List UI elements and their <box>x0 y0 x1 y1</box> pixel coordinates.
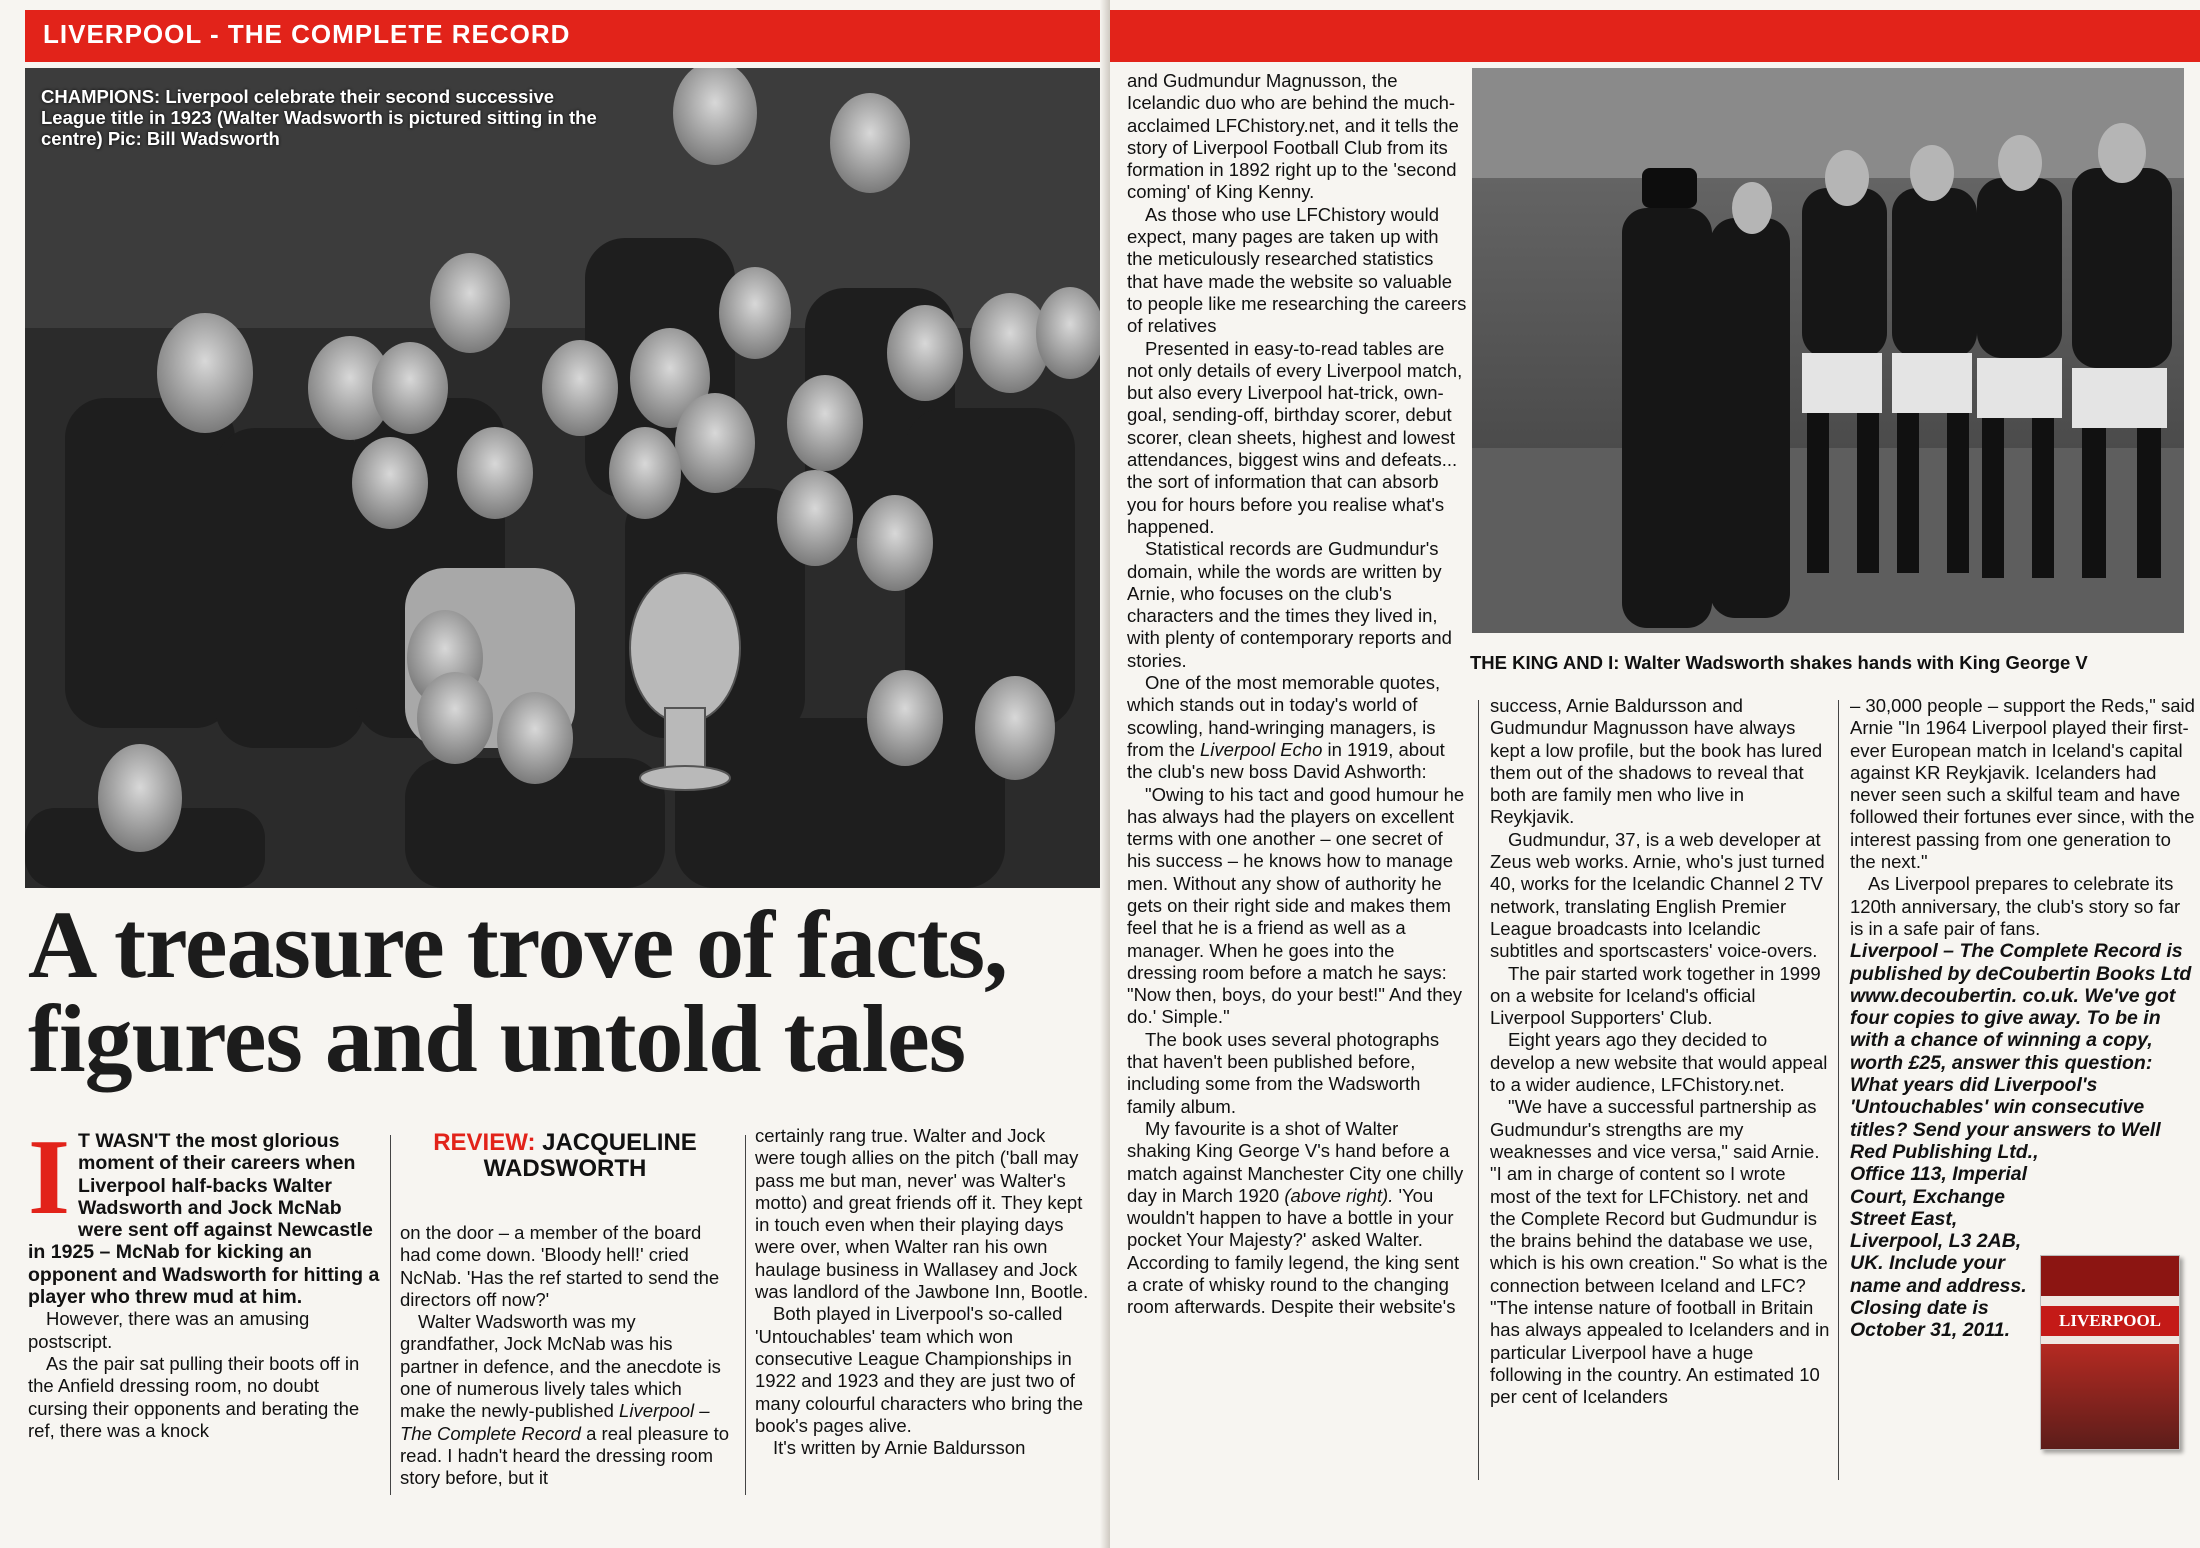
team-photo-figures <box>25 68 1103 888</box>
byline-label: REVIEW: <box>433 1129 536 1156</box>
paragraph-text: One of the most memorable quotes, which stands out in today's world of scowling, hand-wringing managers, is from the <box>1127 672 1441 760</box>
book-title-italic: Liverpool – The Complete Record <box>400 1400 710 1444</box>
team-photo <box>25 68 1103 888</box>
paragraph <box>1127 672 1467 783</box>
quote-paragraph: "Owing to his tact and good humour he has always had the players on excellent terms with one another – one secret of his success – he knows how to manage men. Without any show of authority he gets on their right side and makes them feel that he is a friend as well as a manager. When he goes into the dressing room before a match he says: "Now then, boys, do your best!" And they do.' Simple." <box>1127 783 1465 1028</box>
paragraph: Presented in easy-to-read tables are not only details of every Liverpool match, but also every Liverpool hat-trick, own-goal, sending-off, birthday scorer, debut scorer, clean sheets, highest and lowest attendances, biggest wins and defeats... the sort of information that can absorb you for hours before you realise what's happened. <box>1127 337 1463 537</box>
article-column-1 <box>28 1118 383 1442</box>
paragraph: Gudmundur, 37, is a web developer at Zeus web works. Arnie, who's just turned 40, works for the Icelandic Channel 2 TV network, translating English Premier League broadcasts into Icelandic subtitles and sportscasters' voice-overs. <box>1490 828 1825 962</box>
byline <box>400 1130 730 1182</box>
column-rule <box>745 1135 746 1495</box>
paragraph: Statistical records are Gudmundur's domain, while the words are written by Arnie, who focuses on the club's characters and the times they lived in, with plenty of contemporary reports and stories. <box>1127 538 1452 671</box>
paragraph: However, there was an amusing postscript. <box>28 1308 310 1352</box>
king-photo <box>1472 68 2184 633</box>
paragraph: As the pair sat pulling their boots off in the Anfield dressing room, no doubt cursing their opponents and berating the ref, there was a knock <box>28 1352 360 1441</box>
article-column-3 <box>755 1125 1090 1459</box>
paragraph-text: My favourite is a shot of Walter shaking King George V's hand before a match against Manchester City one chilly day in March 1920 <box>1127 1117 1464 1206</box>
paragraph <box>400 1311 730 1489</box>
paragraph: Both played in Liverpool's so-called 'Untouchables' team which won consecutive League Championships in 1922 and 1923 and they are just two of many colourful characters who bring the book's pages alive. <box>755 1303 1084 1436</box>
caption-text: Liverpool celebrate their second successive League title in 1923 (Walter Wadsworth is pictured sitting in the centre) Pic: Bill Wadsworth <box>41 86 597 149</box>
paragraph: As those who use LFChistory would expect, many pages are taken up with the meticulously researched statistics that have made the website so valuable to people like me researching the careers of relatives <box>1127 203 1467 337</box>
book-cover <box>2040 1255 2180 1450</box>
paragraph: The pair started work together in 1999 on a website for Iceland's official Liverpool Supporters' Club. <box>1490 962 1821 1029</box>
caption-lead: CHAMPIONS: <box>41 86 161 107</box>
headline-line-2: figures and untold tales <box>28 985 966 1092</box>
photo-reference-italic: (above right). <box>1284 1184 1394 1206</box>
paragraph: certainly rang true. Walter and Jock were tough allies on the pitch ('ball may pass me but man, never' was Walter's motto) and great friends off it. They kept in touch even when their playing days were over, when Walter ran his own haulage business in Wallasey and Jock was landlord of the Jawbone Inn, Bootle. <box>755 1125 1089 1303</box>
paragraph-text: 'You wouldn't happen to have a bottle in your pocket Your Majesty?' asked Walter. According to family legend, the king sent a crate of whisky round to the changing room afterwards. Despite their website's <box>1127 1184 1460 1318</box>
paragraph: As Liverpool prepares to celebrate its 120th anniversary, the club's story so far is in a safe pair of fans. <box>1850 873 2181 939</box>
article-column-2 <box>400 1130 730 1490</box>
headline-line-1: A treasure trove of facts, <box>28 891 1008 998</box>
byline-author: JACQUELINE WADSWORTH <box>483 1129 697 1182</box>
paragraph-text: in 1919, about the club's new boss David Ashworth: <box>1127 738 1445 783</box>
book-cover-photo <box>2041 1344 2179 1450</box>
article-column-6 <box>1850 695 2195 1342</box>
article-column-5 <box>1490 695 1830 1409</box>
paragraph: on the door – a member of the board had come down. 'Bloody hell!' cried NcNab. 'Has the ref started to send the directors off now?' <box>400 1222 720 1310</box>
paragraph <box>1127 1118 1467 1319</box>
section-header-bar <box>25 10 1110 62</box>
competition-text: Liverpool – The Complete Record is published by deCoubertin Books Ltd www.decoubertin. co.uk. We've got four copies to give away. To be in with a chance of winning a copy, worth £25, answer this question: What years did Liverpool's 'Untouchables' win consecutive titles? Send your answers to Well Red Publishing Ltd., <box>1850 940 2192 1163</box>
paragraph: "We have a successful partnership as Gudmundur's strengths are my weaknesses and vice versa," said Arnie. "I am in charge of content so I wrote most of the text for LFChistory. net and the Complete Record but Gudmundur is the brains behind the database we use, which is his own creation." So what is the connection between Iceland and LFC? "The intense nature of football in Britain has always appealed to Icelanders and in particular Liverpool have a huge following in the country. An estimated 10 per cent of Icelanders <box>1490 1096 1830 1408</box>
paragraph: and Gudmundur Magnusson, the Icelandic duo who are behind the much-acclaimed LFChistory.net, and it tells the story of Liverpool Football Club from its formation in 1892 right up to the 'second coming' of King Kenny. <box>1127 70 1459 203</box>
book-cover-title: LIVERPOOL <box>2041 1306 2179 1336</box>
competition-address: Office 113, Imperial Court, Exchange Street East, Liverpool, L3 2AB, UK. Include your name and address. Closing date is October 31, 2011. <box>1850 1163 2028 1342</box>
newspaper-title-italic: Liverpool Echo <box>1200 738 1323 760</box>
article-column-4 <box>1127 70 1467 1319</box>
section-title: LIVERPOOL - THE COMPLETE RECORD <box>43 19 571 49</box>
book-cover-band <box>2041 1256 2179 1296</box>
column-rule <box>390 1135 391 1495</box>
paragraph: It's written by Arnie Baldursson <box>773 1437 1026 1459</box>
paragraph-text: Walter Wadsworth was my grandfather, Jock McNab was his partner in defence, and the anecdote is one of numerous lively tales which make the newly-published <box>400 1311 721 1422</box>
paragraph: success, Arnie Baldursson and Gudmundur Magnusson have always kept a low profile, but the book has lured them out of the shadows to reveal that both are family men who live in Reykjavik. <box>1490 695 1823 828</box>
king-photo-figures <box>1472 68 2184 633</box>
king-photo-caption: THE KING AND I: Walter Wadsworth shakes hands with King George V <box>1470 652 2088 673</box>
column-rule <box>1838 700 1839 1480</box>
section-header-bar-right <box>1110 10 2200 62</box>
team-photo-caption <box>41 86 601 149</box>
paragraph: – 30,000 people – support the Reds," said Arnie "In 1964 Liverpool played their first-ever European match in Iceland's capital against KR Reykjavik. Icelanders had never seen such a skilful team and have followed their fortunes ever since, with the interest passing from one generation to the next." <box>1850 695 2195 873</box>
paragraph-text: a real pleasure to read. I hadn't heard the dressing room story before, but it <box>400 1422 730 1489</box>
paragraph: Eight years ago they decided to develop a new website that would appeal to a wider audience, LFChistory.net. <box>1490 1029 1828 1096</box>
lede-paragraph: T WASN'T the most glorious moment of their careers when Liverpool half-backs Walter Wadsworth and Jock McNab were sent off against Newcastle in 1925 – McNab for kicking an opponent and Wadsworth for hitting a player who threw mud at him. <box>28 1130 380 1309</box>
headline <box>28 891 1103 1092</box>
drop-cap: I <box>28 1118 71 1237</box>
column-rule <box>1478 700 1479 1480</box>
paragraph: The book uses several photographs that haven't been published before, including some from the Wadsworth family album. <box>1127 1028 1440 1117</box>
